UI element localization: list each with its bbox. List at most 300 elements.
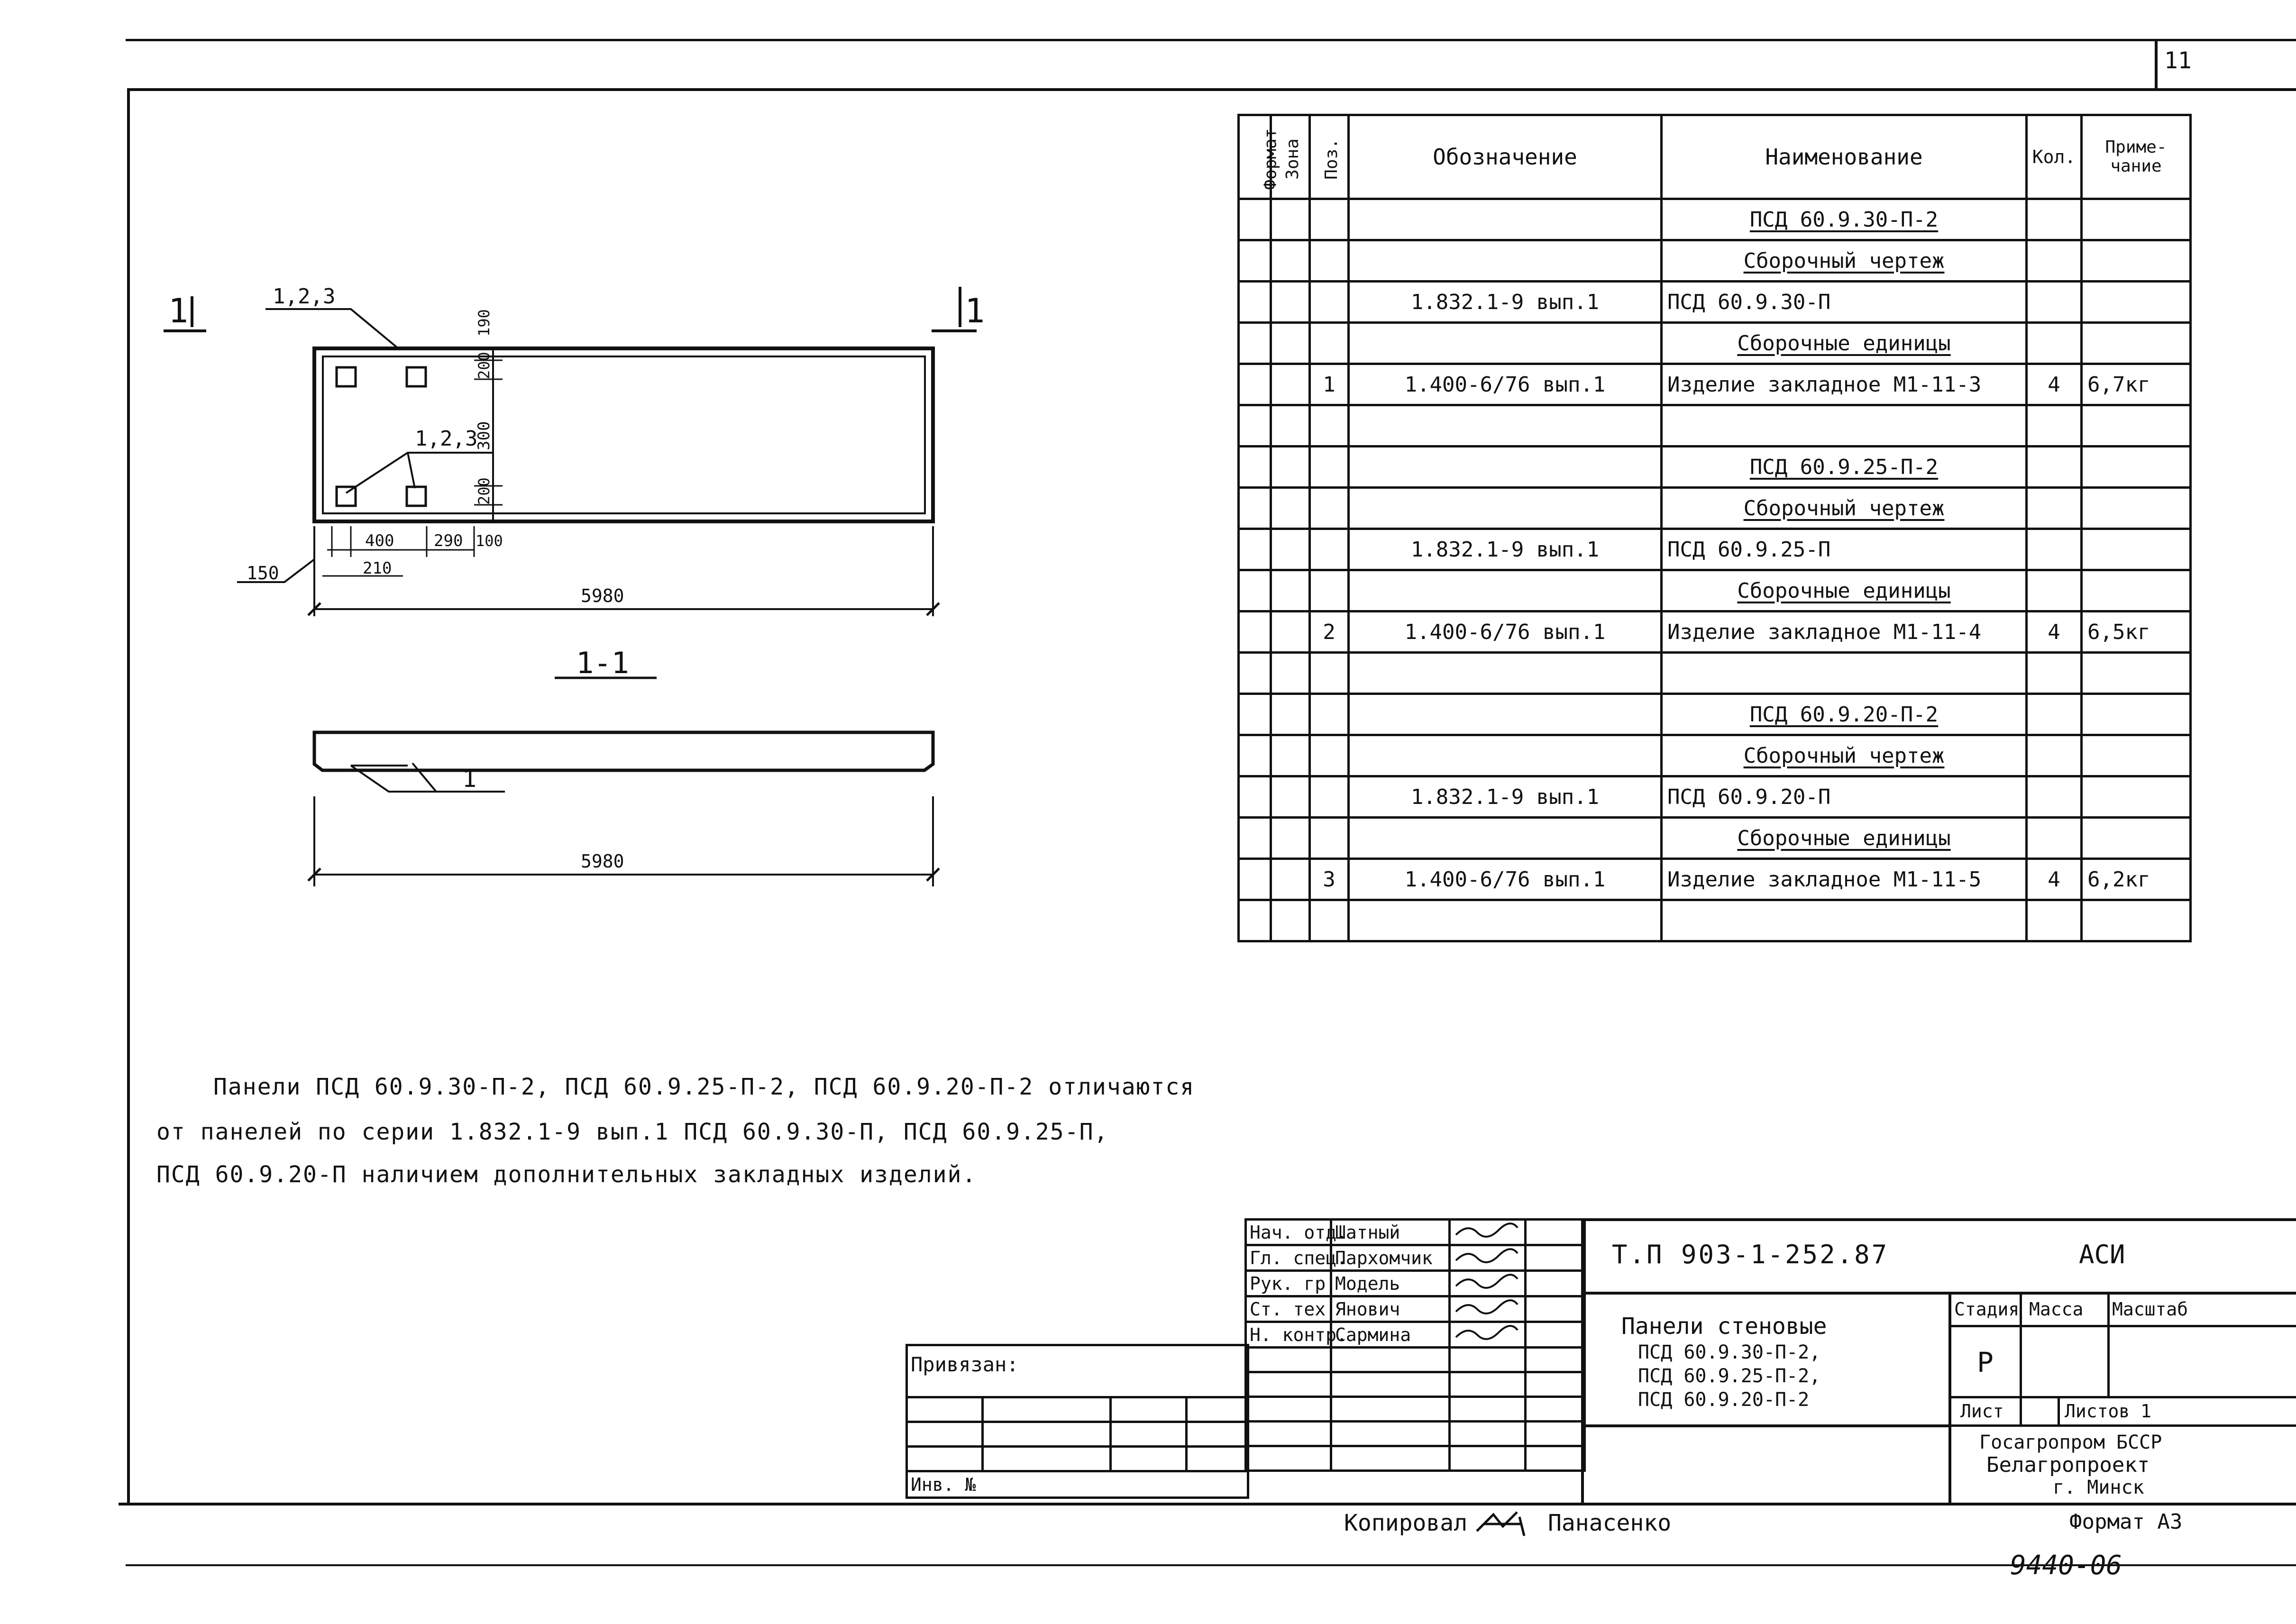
pos-cell-text: 1 — [1323, 372, 1336, 397]
empty-cell — [1331, 1446, 1450, 1471]
spec-header-row — [1239, 115, 2191, 199]
qty-cell-text: 4 — [2048, 620, 2060, 644]
designation-cell-text: 1.832.1-9 вып.1 — [1410, 290, 1600, 314]
title-block-stage-line — [1948, 1325, 2296, 1327]
pos-label-mid: 1,2,3 — [415, 427, 478, 451]
signer-signature — [1450, 1245, 1526, 1271]
note-cell — [2082, 900, 2191, 941]
table-row — [1239, 735, 2191, 776]
note-cell-text: 6,2кг — [2087, 867, 2150, 892]
section-code: АСИ — [2079, 1240, 2125, 1269]
note-cell — [2082, 611, 2191, 653]
signer-signature — [1450, 1296, 1526, 1322]
table-row — [1239, 694, 2191, 735]
section-title: 1-1 — [576, 646, 629, 680]
format-cell — [1239, 694, 1271, 735]
empty-cell — [1331, 1422, 1450, 1446]
signature-icon — [1454, 1246, 1520, 1265]
signer-date — [1526, 1322, 1585, 1348]
empty-cell — [1450, 1422, 1526, 1446]
lower-trim-line — [126, 1564, 2296, 1566]
designation-cell — [1349, 776, 1662, 818]
dim-300: 300 — [475, 421, 494, 450]
org-line-3: г. Минск — [2053, 1477, 2144, 1498]
sheet-label: Лист — [1960, 1401, 2004, 1422]
signer-row-empty — [1246, 1348, 1585, 1372]
note-cell — [2082, 199, 2191, 240]
qty-cell — [2027, 488, 2082, 529]
pos-cell — [1310, 529, 1349, 570]
designation-cell — [1349, 611, 1662, 653]
drawing-title: Панели стеновые — [1621, 1313, 1827, 1340]
name-cell-text: ПСД 60.9.30-П — [1667, 290, 1831, 314]
note-cell — [2082, 529, 2191, 570]
signer-name: Янович — [1331, 1296, 1450, 1322]
sheet-number-box-line — [2155, 39, 2158, 91]
drawing-title-item-2: ПСД 60.9.25-П-2, — [1638, 1365, 1821, 1387]
name-cell — [1662, 611, 2027, 653]
designation-cell — [1349, 529, 1662, 570]
embedded-item — [407, 487, 426, 506]
pos-cell — [1310, 282, 1349, 323]
signature-icon — [1454, 1323, 1520, 1342]
signer-row-empty — [1246, 1372, 1585, 1397]
empty-cell — [1246, 1397, 1331, 1422]
note-cell — [2082, 323, 2191, 364]
zone-cell — [1271, 447, 1310, 488]
signer-signature — [1450, 1220, 1526, 1245]
signers-grid — [1244, 1218, 1586, 1472]
leader-top — [265, 309, 398, 348]
format-cell — [1239, 818, 1271, 859]
table-row — [1239, 611, 2191, 653]
copier-name: Панасенко — [1548, 1510, 1672, 1536]
header-qty: Кол. — [2027, 115, 2082, 199]
format-cell — [1239, 611, 1271, 653]
dim-400: 400 — [365, 531, 394, 550]
table-row — [1239, 859, 2191, 900]
qty-cell — [2027, 818, 2082, 859]
pos-cell — [1310, 900, 1349, 941]
dim-150: 150 — [247, 563, 279, 584]
format-label: Формат А3 — [2069, 1510, 2183, 1534]
pos-cell — [1310, 859, 1349, 900]
empty-cell — [1526, 1397, 1585, 1422]
pos-cell — [1310, 323, 1349, 364]
empty-cell — [1450, 1446, 1526, 1471]
zone-cell — [1271, 529, 1310, 570]
name-cell — [1662, 282, 2027, 323]
zone-cell — [1271, 199, 1310, 240]
designation-cell — [1349, 199, 1662, 240]
pos-cell — [1310, 694, 1349, 735]
zone-cell — [1271, 735, 1310, 776]
dim-290: 290 — [434, 531, 463, 550]
title-block-divider-2 — [1581, 1424, 1951, 1427]
empty-cell — [1331, 1348, 1450, 1372]
name-cell-text: Сборочный чертеж — [1743, 743, 1945, 768]
name-cell — [1662, 240, 2027, 282]
zone-cell — [1271, 859, 1310, 900]
note-cell — [2082, 447, 2191, 488]
name-cell — [1662, 653, 2027, 694]
name-cell-text: ПСД 60.9.20-П — [1667, 785, 1831, 809]
name-cell — [1662, 323, 2027, 364]
designation-cell — [1349, 405, 1662, 447]
title-block-col-1 — [2020, 1292, 2022, 1424]
pos-label-top: 1,2,3 — [273, 284, 336, 309]
header-note: Приме-чание — [2082, 115, 2191, 199]
header-pos: Поз. — [1310, 115, 1349, 199]
section-pos: 1 — [462, 765, 477, 793]
embedded-item — [337, 367, 356, 386]
table-row — [1239, 199, 2191, 240]
signer-role: Гл. спец. — [1246, 1245, 1331, 1271]
note-cell-text: 6,5кг — [2087, 620, 2150, 644]
signer-role: Рук. гр. — [1246, 1271, 1331, 1296]
pos-cell-text: 2 — [1323, 620, 1336, 644]
name-cell — [1662, 694, 2027, 735]
designation-cell — [1349, 735, 1662, 776]
name-cell — [1662, 570, 2027, 611]
zone-cell — [1271, 282, 1310, 323]
sheets-label: Листов 1 — [2065, 1401, 2152, 1422]
table-row — [1239, 653, 2191, 694]
signer-row — [1246, 1271, 1585, 1296]
note-cell — [2082, 653, 2191, 694]
project-code: Т.П 903-1-252.87 — [1612, 1240, 1889, 1269]
signature-icon — [1454, 1272, 1520, 1291]
title-block-top-line — [1581, 1218, 2296, 1221]
qty-cell — [2027, 447, 2082, 488]
table-row — [1239, 776, 2191, 818]
qty-cell — [2027, 900, 2082, 941]
pos-cell — [1310, 488, 1349, 529]
signer-row — [1246, 1322, 1585, 1348]
empty-cell — [1246, 1372, 1331, 1397]
pos-cell — [1310, 364, 1349, 405]
table-row — [1239, 323, 2191, 364]
section-mark-left: 1 — [168, 292, 189, 330]
format-cell — [1239, 364, 1271, 405]
designation-cell — [1349, 488, 1662, 529]
note-cell — [2082, 488, 2191, 529]
name-cell — [1662, 199, 2027, 240]
name-cell — [1662, 859, 2027, 900]
note-cell — [2082, 859, 2191, 900]
zone-cell — [1271, 776, 1310, 818]
embedded-item — [407, 367, 426, 386]
designation-cell — [1349, 859, 1662, 900]
empty-cell — [1450, 1397, 1526, 1422]
name-cell-text: Сборочные единицы — [1737, 826, 1951, 850]
empty-cell — [1526, 1422, 1585, 1446]
signer-row-empty — [1246, 1422, 1585, 1446]
zone-cell — [1271, 405, 1310, 447]
signer-row-empty — [1246, 1446, 1585, 1471]
sheet-number: 11 — [2164, 47, 2192, 74]
pos-cell — [1310, 447, 1349, 488]
dim-190-top: 190 — [475, 309, 493, 337]
empty-cell — [1246, 1446, 1331, 1471]
format-cell — [1239, 488, 1271, 529]
dim-100-bottom: 100 — [476, 532, 503, 550]
format-cell — [1239, 240, 1271, 282]
qty-cell — [2027, 776, 2082, 818]
qty-cell — [2027, 570, 2082, 611]
format-cell — [1239, 323, 1271, 364]
name-cell-text: ПСД 60.9.25-П-2 — [1749, 455, 1939, 479]
note-cell — [2082, 405, 2191, 447]
signer-role: Ст. тех. — [1246, 1296, 1331, 1322]
pos-cell — [1310, 776, 1349, 818]
signer-row — [1246, 1220, 1585, 1245]
mass-label: Масса — [2029, 1299, 2084, 1320]
designation-cell — [1349, 282, 1662, 323]
zone-cell — [1271, 364, 1310, 405]
signer-date — [1526, 1220, 1585, 1245]
note-cell — [2082, 240, 2191, 282]
name-cell-text: Сборочные единицы — [1737, 578, 1951, 603]
zone-cell — [1271, 611, 1310, 653]
signer-name: Сармина — [1331, 1322, 1450, 1348]
dim-section-length: 5980 — [581, 851, 624, 872]
table-row — [1239, 818, 2191, 859]
designation-cell-text: 1.832.1-9 вып.1 — [1410, 537, 1600, 562]
specification-table — [1237, 114, 2192, 942]
qty-cell — [2027, 653, 2082, 694]
attached-grid — [906, 1344, 1249, 1499]
dim-200-bottom: 200 — [475, 477, 493, 505]
org-line-2: Белагропроект — [1986, 1453, 2150, 1477]
pos-cell — [1310, 735, 1349, 776]
drawing-title-item-1: ПСД 60.9.30-П-2, — [1638, 1341, 1821, 1363]
qty-cell-text: 4 — [2048, 867, 2060, 892]
header-name: Наименование — [1662, 115, 2027, 199]
qty-cell-text: 4 — [2048, 372, 2060, 397]
name-cell — [1662, 735, 2027, 776]
section-mark-right: 1 — [965, 292, 985, 330]
signer-date — [1526, 1271, 1585, 1296]
empty-cell — [1526, 1446, 1585, 1471]
note-cell — [2082, 570, 2191, 611]
designation-cell — [1349, 694, 1662, 735]
inv-label: Инв. № — [907, 1471, 1248, 1498]
signer-date — [1526, 1296, 1585, 1322]
empty-cell — [1246, 1348, 1331, 1372]
title-block-divider — [1581, 1292, 2296, 1295]
empty-cell — [1246, 1422, 1331, 1446]
scale-label: Масштаб — [2112, 1299, 2188, 1320]
name-cell-text: Изделие закладное М1-11-3 — [1667, 372, 1982, 397]
name-cell — [1662, 447, 2027, 488]
signer-name: Шатный — [1331, 1220, 1450, 1245]
header-zone: Зона — [1271, 115, 1310, 199]
format-cell — [1239, 735, 1271, 776]
format-cell — [1239, 282, 1271, 323]
panel-drawing — [0, 0, 1233, 924]
pos-cell-text: 3 — [1323, 867, 1336, 892]
qty-cell — [2027, 323, 2082, 364]
designation-cell — [1349, 818, 1662, 859]
leader-mid-2 — [408, 453, 415, 488]
name-cell-text: ПСД 60.9.25-П — [1667, 537, 1831, 562]
format-cell — [1239, 776, 1271, 818]
name-cell — [1662, 529, 2027, 570]
designation-cell-text: 1.400-6/76 вып.1 — [1404, 372, 1606, 397]
name-cell-text: Сборочный чертеж — [1743, 496, 1945, 520]
pos-cell — [1310, 405, 1349, 447]
zone-cell — [1271, 818, 1310, 859]
table-row — [1239, 529, 2191, 570]
designation-cell — [1349, 447, 1662, 488]
dim-total-length: 5980 — [581, 585, 624, 606]
signature-icon — [1454, 1297, 1520, 1316]
format-cell — [1239, 405, 1271, 447]
signer-row-empty — [1246, 1397, 1585, 1422]
note-cell — [2082, 694, 2191, 735]
note-cell — [2082, 735, 2191, 776]
archive-number: 9440-06 — [2010, 1550, 2122, 1581]
pos-cell — [1310, 611, 1349, 653]
empty-cell — [1331, 1397, 1450, 1422]
qty-cell — [2027, 240, 2082, 282]
format-cell — [1239, 900, 1271, 941]
note-cell — [2082, 282, 2191, 323]
name-cell-text: Изделие закладное М1-11-4 — [1667, 620, 1982, 644]
empty-cell — [1526, 1372, 1585, 1397]
format-cell — [1239, 447, 1271, 488]
empty-cell — [1331, 1372, 1450, 1397]
name-cell-text: Сборочные единицы — [1737, 331, 1951, 356]
table-row — [1239, 364, 2191, 405]
zone-cell — [1271, 570, 1310, 611]
title-block-col-3 — [2058, 1396, 2060, 1424]
frame-bottom-line — [119, 1503, 2296, 1505]
panel-inner-outline — [323, 356, 925, 513]
signer-name: Модель — [1331, 1271, 1450, 1296]
designation-cell — [1349, 240, 1662, 282]
zone-cell — [1271, 900, 1310, 941]
header-format: Формат — [1239, 115, 1271, 199]
table-row — [1239, 405, 2191, 447]
qty-cell — [2027, 611, 2082, 653]
name-cell-text: ПСД 60.9.30-П-2 — [1749, 207, 1939, 232]
empty-cell — [1450, 1348, 1526, 1372]
note-cell — [2082, 776, 2191, 818]
table-row — [1239, 900, 2191, 941]
stage-label: Стадия — [1954, 1299, 2020, 1320]
table-row — [1239, 488, 2191, 529]
qty-cell — [2027, 694, 2082, 735]
qty-cell — [2027, 735, 2082, 776]
copied-label: Копировал — [1344, 1510, 1468, 1536]
signer-signature — [1450, 1322, 1526, 1348]
pos-cell — [1310, 653, 1349, 694]
signer-signature — [1450, 1271, 1526, 1296]
general-note-line-1: Панели ПСД 60.9.30-П-2, ПСД 60.9.25-П-2, ПСД 60.9.20-П-2 отличаются — [213, 1074, 1195, 1100]
qty-cell — [2027, 405, 2082, 447]
format-cell — [1239, 199, 1271, 240]
qty-cell — [2027, 282, 2082, 323]
table-row — [1239, 282, 2191, 323]
zone-cell — [1271, 323, 1310, 364]
name-cell-text: ПСД 60.9.20-П-2 — [1749, 702, 1939, 727]
format-cell — [1239, 529, 1271, 570]
qty-cell — [2027, 364, 2082, 405]
designation-cell — [1349, 900, 1662, 941]
zone-cell — [1271, 240, 1310, 282]
signer-row — [1246, 1296, 1585, 1322]
pos-cell — [1310, 570, 1349, 611]
signer-role: Н. контр. — [1246, 1322, 1331, 1348]
note-cell — [2082, 364, 2191, 405]
name-cell — [1662, 900, 2027, 941]
signer-row — [1246, 1245, 1585, 1271]
title-block-col-2 — [2107, 1292, 2110, 1396]
zone-cell — [1271, 653, 1310, 694]
header-designation: Обозначение — [1349, 115, 1662, 199]
empty-cell — [1450, 1372, 1526, 1397]
designation-cell — [1349, 653, 1662, 694]
org-line-1: Госагропром БССР — [1979, 1432, 2162, 1453]
format-cell — [1239, 570, 1271, 611]
name-cell-text: Сборочный чертеж — [1743, 248, 1945, 273]
zone-cell — [1271, 694, 1310, 735]
attached-label: Привязан: — [907, 1345, 1248, 1397]
name-cell — [1662, 488, 2027, 529]
name-cell — [1662, 818, 2027, 859]
designation-cell — [1349, 364, 1662, 405]
drawing-title-item-3: ПСД 60.9.20-П-2 — [1638, 1389, 1810, 1411]
qty-cell — [2027, 199, 2082, 240]
general-note-line-3: ПСД 60.9.20-П наличием дополнительных закладных изделий. — [156, 1161, 977, 1188]
table-row — [1239, 570, 2191, 611]
format-cell — [1239, 653, 1271, 694]
name-cell-text: Изделие закладное М1-11-5 — [1667, 867, 1982, 892]
designation-cell-text: 1.400-6/76 вып.1 — [1404, 867, 1606, 892]
table-row — [1239, 240, 2191, 282]
title-block-org-line — [1948, 1424, 2296, 1427]
table-row — [1239, 447, 2191, 488]
title-block-sheet-line — [1948, 1396, 2296, 1398]
name-cell — [1662, 405, 2027, 447]
pos-cell — [1310, 240, 1349, 282]
stage-value: Р — [1977, 1346, 1994, 1378]
format-cell — [1239, 859, 1271, 900]
designation-cell-text: 1.400-6/76 вып.1 — [1404, 620, 1606, 644]
dim-210: 210 — [363, 559, 392, 578]
note-cell — [2082, 818, 2191, 859]
name-cell — [1662, 364, 2027, 405]
name-cell — [1662, 776, 2027, 818]
general-note-line-2: от панелей по серии 1.832.1-9 вып.1 ПСД 60.9.30-П, ПСД 60.9.25-П, — [156, 1119, 1109, 1145]
title-block-left-line — [1581, 1218, 1584, 1503]
note-cell-text: 6,7кг — [2087, 372, 2150, 397]
qty-cell — [2027, 529, 2082, 570]
designation-cell-text: 1.832.1-9 вып.1 — [1410, 785, 1600, 809]
pos-cell — [1310, 199, 1349, 240]
designation-cell — [1349, 323, 1662, 364]
designation-cell — [1349, 570, 1662, 611]
zone-cell — [1271, 488, 1310, 529]
signer-name: Пархомчик — [1331, 1245, 1450, 1271]
empty-cell — [1526, 1348, 1585, 1372]
signer-role: Нач. отд. — [1246, 1220, 1331, 1245]
qty-cell — [2027, 859, 2082, 900]
dim-200-top: 200 — [475, 352, 493, 379]
signer-date — [1526, 1245, 1585, 1271]
